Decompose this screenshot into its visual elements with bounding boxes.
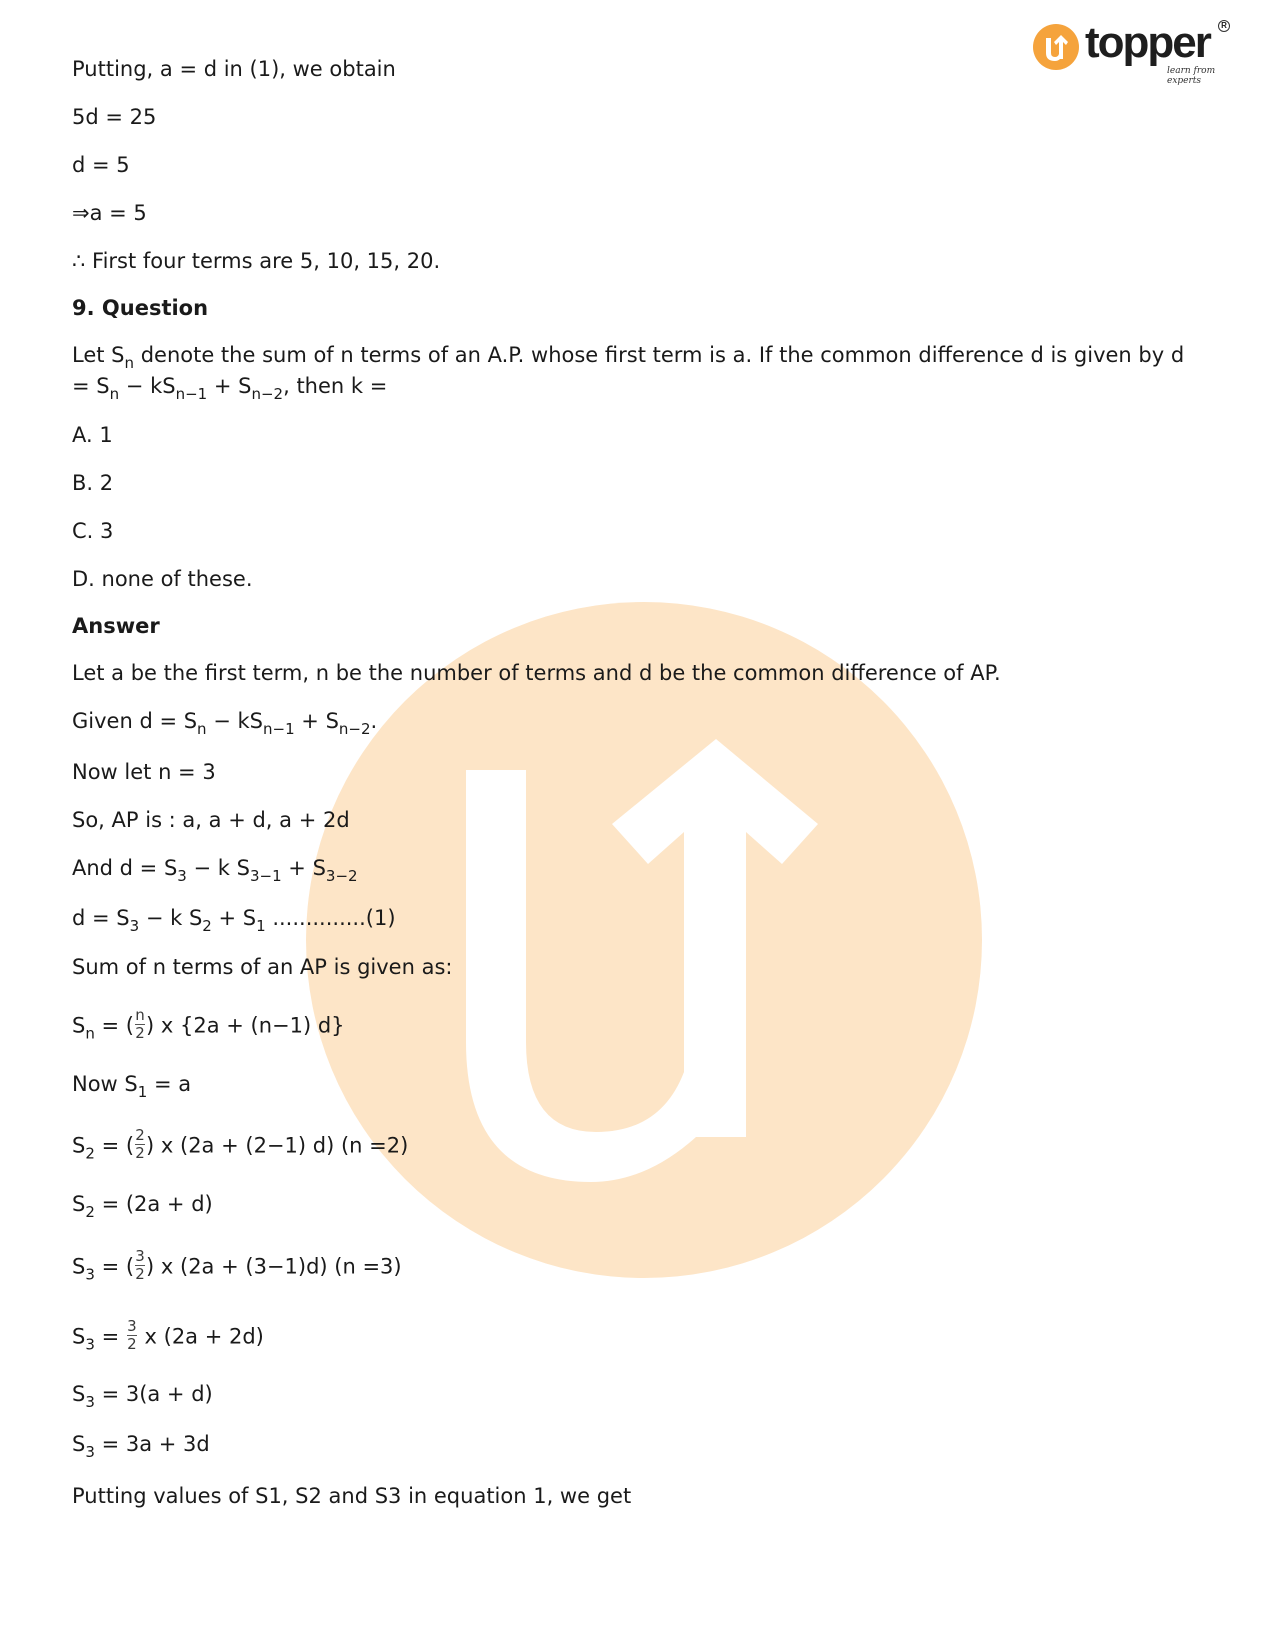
math-line: $S_2$ = ( $\frac{2}{2}$ ) x (2a + (2−1) d) (n =2)	[72, 1126, 409, 1163]
logo-wordmark: topper	[1085, 18, 1210, 67]
registered-mark: R	[1218, 20, 1230, 32]
fraction: $\frac{3}{2}$	[127, 1317, 137, 1353]
option-a: A. 1	[72, 423, 113, 447]
fraction: $\frac{n}{2}$	[135, 1006, 145, 1042]
text-line: ⇒a = 5	[72, 201, 147, 225]
answer-heading: Answer	[72, 614, 160, 638]
topper-logo	[1033, 18, 1243, 86]
math-line: Now $S_1 = a$	[72, 1072, 192, 1101]
text-line: Sum of n terms of an AP is given as:	[72, 955, 453, 979]
option-b: B. 2	[72, 471, 114, 495]
math-line: And $d = S_3 - k$ $S_{3-1} + S_{3-2}$	[72, 856, 358, 885]
fraction: $\frac{3}{2}$	[135, 1247, 145, 1283]
math-line: Given $d = S_n - kS_{n-1} + S_{n-2}$.	[72, 709, 378, 738]
text-line: Putting, a = d in (1), we obtain	[72, 57, 396, 81]
math-line: $S_3 = 3a + 3d$	[72, 1432, 210, 1461]
u-badge-icon	[1033, 24, 1079, 70]
option-d: D. none of these.	[72, 567, 253, 591]
option-c: C. 3	[72, 519, 114, 543]
logo-tagline: learn from experts	[1167, 66, 1216, 86]
question-stem: Let $S_n$ denote the sum of n terms of an A.P. whose first term is a. If the common difference d is given by $d = S_n - kS_{n-1} + S_{n-2}$, then k =	[72, 343, 1185, 403]
text-line: Let a be the first term, n be the number of terms and d be the common difference of AP.	[72, 661, 1001, 685]
math-line: $S_3$ = $\frac{3}{2}$ x (2a + 2d)	[72, 1317, 264, 1354]
text-line: Putting values of S1, S2 and S3 in equation 1, we get	[72, 1484, 632, 1508]
text-line: 5d = 25	[72, 105, 157, 129]
math-line: $S_3 = 3(a + d)$	[72, 1382, 213, 1411]
math-line: $d = S_3 - k$ $S_2 + S_1$ ..............(1)	[72, 906, 396, 935]
text-line: Now let n = 3	[72, 760, 216, 784]
text-line: So, AP is : a, a + d, a + 2d	[72, 808, 350, 832]
watermark-circle	[306, 602, 982, 1278]
math-line: $S_3$ = ( $\frac{3}{2}$ ) x (2a + (3−1)d) (n =3)	[72, 1247, 402, 1284]
math-line: $S_2 = (2a + d)$	[72, 1192, 213, 1221]
question-heading: 9. Question	[72, 296, 209, 320]
text-line: d = 5	[72, 153, 130, 177]
text-line: ∴ First four terms are 5, 10, 15, 20.	[72, 249, 441, 273]
fraction: $\frac{2}{2}$	[135, 1126, 145, 1162]
math-line: $S_n$ = ( $\frac{n}{2}$ ) x {2a + (n−1) d}	[72, 1006, 345, 1043]
watermark-logo	[306, 602, 982, 1278]
